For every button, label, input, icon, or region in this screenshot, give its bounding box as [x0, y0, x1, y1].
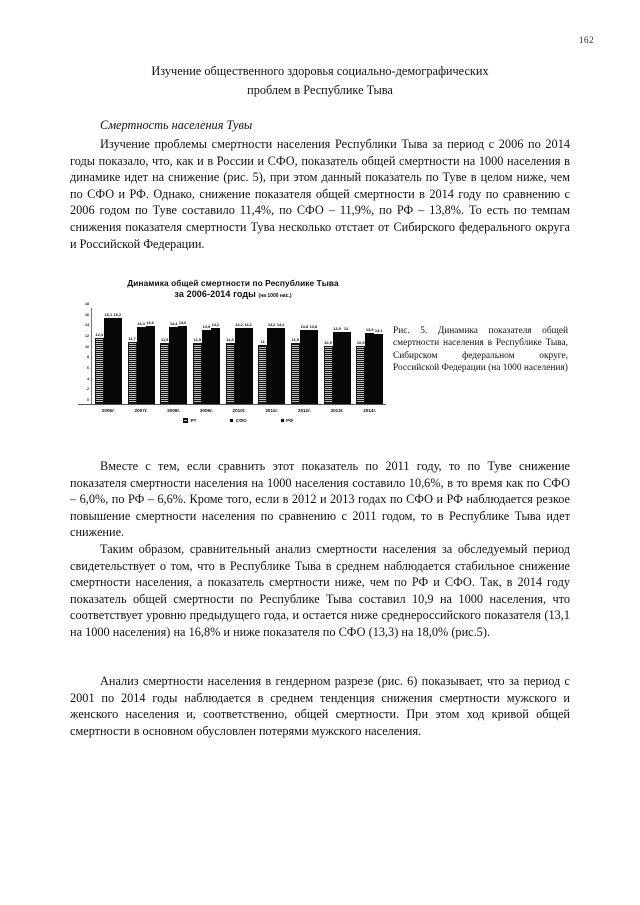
- chart-x-tick-label: 2008г.: [167, 408, 181, 413]
- chart-value-label: 13,1: [374, 328, 383, 334]
- chart-legend-item: [230, 418, 246, 423]
- chart-bar-sfo: [333, 326, 342, 404]
- chart-y-tick: 8: [87, 355, 89, 360]
- chart-bar-group: [223, 308, 256, 404]
- figure-5: [78, 278, 388, 438]
- chart-bar-fill: [300, 330, 309, 404]
- chart-value-label: 14,2: [276, 322, 285, 328]
- paragraph-block-1: [70, 136, 570, 252]
- chart-bar-fill: [267, 328, 276, 404]
- chart-value-label: 14,2: [267, 322, 276, 328]
- chart-value-label: 14,2: [235, 322, 243, 328]
- chart-bar-sfo: [300, 324, 309, 404]
- chart-x-tick-label: 2013г.: [330, 408, 344, 413]
- chart-bar-rf: [342, 326, 351, 404]
- chart-y-axis: [78, 302, 92, 404]
- chart-legend-label: СФО: [235, 418, 247, 423]
- chart-x-axis-labels: [92, 408, 386, 413]
- chart-bar-sfo: [365, 327, 374, 404]
- chart-value-label: 10,9: [356, 339, 365, 345]
- chart-bar-fill: [365, 333, 374, 404]
- chart-legend-label: РФ: [286, 418, 294, 423]
- chart-plot-area: [78, 302, 386, 405]
- chart-bar-sfo: [202, 323, 211, 404]
- chart-bar-group: [255, 308, 288, 404]
- chart-value-label: 13,5: [333, 326, 341, 331]
- chart-x-tick-label: 2014г.: [363, 408, 377, 413]
- chart-legend-swatch: [230, 419, 233, 422]
- chart-bar-fill: [235, 328, 244, 404]
- chart-bar-rt: [95, 332, 104, 404]
- chart-bar-fill: [146, 326, 155, 404]
- chart-y-tick: 12: [85, 334, 89, 338]
- chart-bar-rf: [211, 322, 220, 404]
- chart-bar-fill: [226, 343, 235, 404]
- chart-bar-fill: [324, 346, 333, 404]
- chart-value-label: 14,6: [146, 320, 154, 326]
- chart-bar-group: [157, 308, 190, 404]
- chart-value-label: 11,5: [160, 336, 169, 342]
- running-title-line2: проблем в Республике Тыва: [247, 83, 393, 97]
- running-title: [70, 62, 570, 99]
- chart-bar-fill: [342, 332, 351, 404]
- chart-legend-swatch: [281, 419, 284, 422]
- chart-bar-rt: [128, 335, 137, 404]
- chart-bar-group: [125, 308, 158, 404]
- chart-value-label: 13: [343, 326, 349, 331]
- chart-bar-rt: [324, 339, 333, 404]
- chart-bar-fill: [276, 328, 285, 404]
- chart-bar-fill: [137, 327, 146, 404]
- chart-bar-fill: [128, 342, 137, 404]
- chart-bar-group: [92, 308, 125, 404]
- chart-bar-rt: [193, 336, 202, 404]
- chart-title: [78, 278, 388, 301]
- chart-bar-rt: [291, 336, 300, 404]
- chart-bar-group: [321, 308, 354, 404]
- chart-bar-rt: [226, 336, 235, 404]
- chart-bar-fill: [104, 318, 113, 404]
- chart-value-label: 16,1: [104, 312, 113, 318]
- chart-value-label: 11,5: [226, 336, 234, 342]
- chart-value-label: 14,2: [244, 322, 252, 328]
- chart-y-tick: 14: [85, 323, 89, 328]
- chart-bar-rf: [178, 320, 187, 404]
- chart-bar-rf: [374, 328, 383, 404]
- chart-legend-item: [183, 418, 196, 423]
- chart-bar-rf: [146, 320, 155, 404]
- chart-legend: [78, 418, 388, 423]
- chart-bar-groups: [92, 308, 386, 404]
- chart-bar-fill: [113, 318, 122, 404]
- chart-value-label: 11,7: [128, 335, 136, 341]
- chart-y-tick: 2: [87, 387, 89, 392]
- chart-bar-fill: [169, 327, 178, 404]
- chart-y-tick: 4: [87, 376, 89, 381]
- paragraph-block-4: [70, 673, 570, 739]
- section-heading: Смертность населения Тувы: [100, 118, 253, 132]
- chart-x-tick-label: 2012г.: [297, 408, 311, 413]
- chart-bar-fill: [356, 346, 365, 404]
- chart-value-label: 14,2: [211, 322, 220, 328]
- chart-value-label: 13,5: [365, 327, 374, 333]
- chart-value-label: 13,8: [309, 324, 318, 330]
- chart-x-tick-label: 2007г.: [134, 408, 148, 413]
- chart-bar-fill: [309, 330, 318, 404]
- chart-bar-group: [353, 308, 386, 404]
- chart-bar-rf: [276, 322, 285, 404]
- figure-caption: Рис. 5. Динамика показателя общей смертности населения в Республике Тыва, Сибирском федеральном округе, Российской Федерации (на 1000 населения): [393, 326, 568, 374]
- chart-bar-fill: [244, 328, 253, 404]
- chart-y-tick: 18: [85, 302, 89, 306]
- chart-x-tick-label: 2011г.: [265, 408, 279, 413]
- chart-bar-group: [288, 308, 321, 404]
- chart-value-label: 14,4: [169, 321, 178, 327]
- chart-bar-fill: [193, 343, 202, 404]
- paragraph-2: Вместе с тем, если сравнить этот показатель по 2011 году, то по Туве снижение показателя смертности населения на 1000 населения составило 10,6%, в то время как по СФО – 6,0%, по РФ – 6,6%. Кроме того, если в 2012 и 2013 годах по СФО и РФ наблюдается резкое повышение смертности населения по сравнению с 2011 годом, то в Республике Тыва идет снижение.: [70, 459, 570, 540]
- chart-bar-fill: [211, 328, 220, 404]
- chart-legend-item: [281, 418, 293, 423]
- chart-bar-fill: [160, 343, 169, 404]
- chart-value-label: 16,2: [113, 311, 122, 317]
- chart-title-line2: за 2006-2014 годы (на 1000 нас.): [174, 288, 292, 299]
- chart-bar-rt: [160, 336, 169, 404]
- chart-bar-fill: [95, 338, 104, 404]
- chart-bar-sfo: [104, 312, 113, 404]
- chart-bar-sfo: [137, 321, 146, 404]
- chart-bar-rf: [244, 322, 253, 404]
- chart-value-label: 11,5: [193, 336, 202, 342]
- chart-bar-group: [190, 308, 223, 404]
- chart-y-tick: 0: [87, 398, 89, 402]
- chart-bar-fill: [258, 345, 267, 404]
- chart-legend-label: РТ: [190, 418, 197, 423]
- paragraph-block-2: [70, 458, 570, 541]
- chart-value-label: 13,8: [300, 324, 309, 330]
- paragraph-3: Таким образом, сравнительный анализ смертности населения за обследуемый период свидетельствует о том, что в Республике Тыва в среднем наблюдается стабильное снижение смертности населения, а показатель смертности ниже, чем по РФ и СФО. Так, в 2014 году показатель общей смертности по Республике Тыва составил 10,9 на 1000 населения, что соответствует уровню предыдущего года, и остается ниже среднероссийского показателя (13,1 на 1000 населения) на 16,8% и ниже показателя по СФО (13,3) на 18,0% (рис.5).: [70, 542, 570, 639]
- paragraph-4: Анализ смертности населения в гендерном разрезе (рис. 6) показывает, что за период с 2001 по 2014 годы наблюдается в среднем тенденция снижения смертности мужского и женского населения и, соответственно, общей смертности. При этом ход кривой общей смертности в основном обусловлен потерями мужского населения.: [70, 674, 570, 738]
- chart-value-label: 12,3: [95, 332, 104, 338]
- chart-y-tick: 16: [85, 312, 89, 317]
- chart-bar-rt: [258, 339, 267, 404]
- chart-value-label: 10,9: [324, 339, 332, 345]
- paragraph-1: Изучение проблемы смертности населения Республики Тыва за период с 2006 по 2014 годы показало, что, как и в России и СФО, показатель общей смертности на 1000 населения в динамике идет на снижение (рис. 5), при этом данный показатель по Туве в целом ниже, чем по СФО и РФ. Однако, снижение показателя общей смертности в 2014 году по сравнению с 2006 годом по Туве составило 11,4%, по СФО – 11,9%, по РФ – 13,8%. То есть по темпам снижения показателя смертности Тува несколько отстает от Сибирского федерального округа и Российской Федерации.: [70, 137, 570, 251]
- chart-bar-sfo: [267, 322, 276, 404]
- chart-value-label: 14,4: [137, 321, 145, 327]
- chart-bar-fill: [291, 343, 300, 404]
- chart-title-line1: Динамика общей смертности по Республике Тыва: [127, 278, 339, 288]
- chart-bar-fill: [333, 332, 342, 404]
- chart-x-tick-label: 2009г.: [199, 408, 213, 413]
- chart-x-tick-label: 2006г.: [101, 408, 115, 413]
- chart-legend-swatch: [183, 418, 188, 423]
- paragraph-block-3: [70, 541, 570, 641]
- chart-value-label: 14,6: [178, 320, 187, 326]
- chart-bar-fill: [178, 326, 187, 404]
- chart-bar-fill: [202, 330, 211, 404]
- chart-bar-sfo: [235, 322, 244, 404]
- chart-bar-rt: [356, 339, 365, 404]
- chart-value-label: 13,9: [202, 323, 211, 329]
- chart-y-tick: 6: [87, 366, 89, 370]
- chart-value-label: 11,5: [291, 336, 300, 342]
- chart-bar-rf: [113, 311, 122, 404]
- chart-units: (на 1000 нас.): [258, 292, 292, 299]
- chart-bar-rf: [309, 324, 318, 404]
- chart-y-tick: 10: [85, 344, 89, 349]
- chart-x-tick-label: 2010г.: [232, 408, 246, 413]
- chart-bar-fill: [374, 334, 383, 404]
- page-number: 162: [578, 36, 594, 46]
- chart-bar-sfo: [169, 321, 178, 404]
- running-title-line1: Изучение общественного здоровья социально-демографических: [151, 64, 489, 78]
- chart-value-label: 11: [260, 339, 265, 345]
